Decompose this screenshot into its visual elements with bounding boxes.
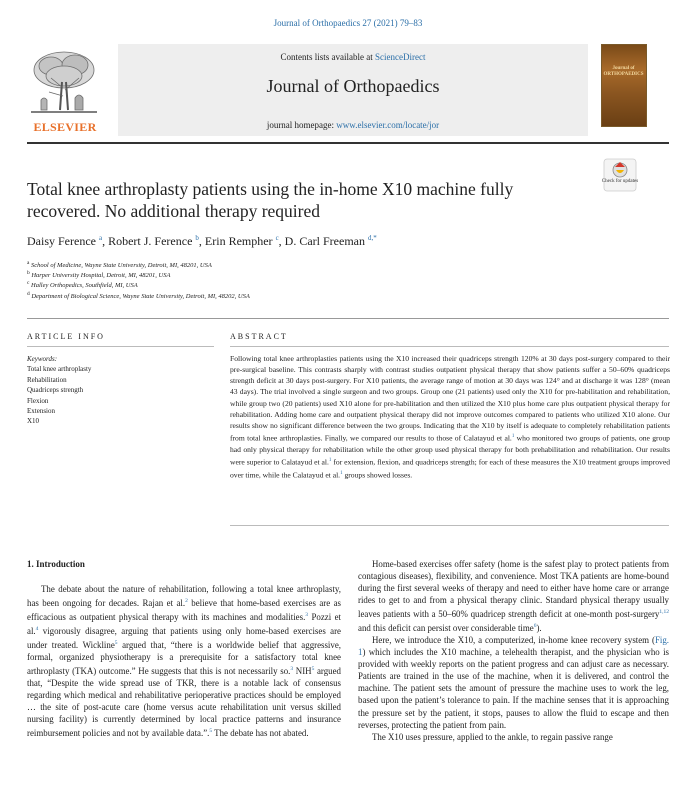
reference-link[interactable]: 1,12 bbox=[659, 609, 669, 616]
affil-mark: d bbox=[27, 291, 30, 297]
journal-homepage-link[interactable]: www.elsevier.com/locate/jor bbox=[336, 120, 440, 130]
sciencedirect-link[interactable]: ScienceDirect bbox=[375, 52, 426, 62]
keyword: X10 bbox=[27, 417, 40, 426]
affiliation bbox=[27, 270, 527, 279]
section-heading-introduction: 1. Introduction bbox=[27, 559, 85, 569]
abstract-segment: who monitored two groups of patients, one group had only physical therapy for rehabilitation while the other group used physical therapy for both prehabilitation and rehabilitation. Our results were superior to Calatayud et al. bbox=[230, 433, 670, 467]
header-divider bbox=[27, 142, 669, 144]
body-paragraph bbox=[358, 558, 669, 634]
author-affil-mark[interactable]: b bbox=[195, 234, 199, 242]
abstract-segment: Following total knee arthroplasties patients using the X10 increased their quadriceps strength 120% at 30 days post-surgery compared to their pre-surgical baseline. This contrasts sharply with contrast studies outpatient physical therapy that show patients suffer a 50–60% quadriceps strength deficit at 30 days post-surgery. For X10 patients, the average range of motion at 30 days was 124° and at discharge it was 128° (mean 43 days). The trial involved a single surgeon and two groups. Group one (21 patients) used only the X10 for pre-habilitation and rehabilitation, while group two (20 patients) used X10 alone for pre-habilitation and then utilized the X10 plus home care plus outpatient physical therapy for rehabilitation. Adding home care and outpatient physical therapy did not improve outcomes compared to patients who utilized X10 alone. Our results show no significant difference between the two groups. Indicating that the X10 by itself is adequate to completely rehabilitation patients from total knee arthroplasties. Finally, we compared our results to those of Calatayud et al. bbox=[230, 354, 670, 443]
keyword: Quadriceps strength bbox=[27, 386, 84, 395]
text-run: and this deficit can persist over considerable time bbox=[358, 623, 534, 634]
text-run: vigorously disagree, arguing that patients using only home-based exercises are under treated. Wickline bbox=[27, 626, 341, 651]
reference-link[interactable]: 5 bbox=[209, 728, 213, 735]
keyword: Flexion bbox=[27, 396, 49, 405]
text-run: argued that, “there is a worldwide belief that aggressive, formal, organized physiotherapy is a prerequisite for a satisfactory total knee arthroplasty (TKA) outcome.” He suggests that this is not necessarily so. bbox=[27, 640, 341, 677]
text-run: ). bbox=[536, 623, 542, 634]
reference-link[interactable]: 3 bbox=[290, 666, 294, 673]
affil-text: Department of Biological Science, Wayne State University, Detroit, MI, 48202, USA bbox=[31, 293, 250, 301]
reference-link[interactable]: 1 bbox=[340, 470, 343, 476]
abstract-bottom-divider bbox=[230, 525, 669, 526]
contents-prefix: Contents lists available at bbox=[280, 52, 375, 62]
text-run: argued that, “Despite the wide spread use of TKR, there is a notable lack of consensus regarding which medical and rehabilitative perioperative practices should be employed … the site of post-acute care (home versus acute rehabilitation unit versus skilled nursing facility) is currently determined by local practice patterns and insurance reimbursement policies and not by available data.”. bbox=[27, 666, 341, 739]
text-run: The debate has not abated. bbox=[212, 728, 309, 739]
journal-title[interactable]: Journal of Orthopaedics bbox=[266, 76, 440, 96]
homepage-prefix: journal homepage: bbox=[266, 120, 337, 130]
journal-cover-title: Journal of ORTHOPAEDICS bbox=[603, 66, 644, 77]
elsevier-tree-logo-icon[interactable] bbox=[27, 48, 101, 120]
affil-text: Harper University Hospital, Detroit, MI, 48201, USA bbox=[31, 272, 171, 280]
affil-mark: a bbox=[27, 260, 30, 266]
text-run: Pozzi et al. bbox=[27, 612, 342, 637]
figure-link[interactable]: Fig. 1 bbox=[358, 635, 669, 658]
author-affil-mark[interactable]: a bbox=[98, 234, 103, 242]
article-info-divider bbox=[27, 346, 214, 347]
text-run: ) which includes the X10 machine, a telehealth therapist, and the physician who is provided with weekly reports on the patient progress and can adjust care as necessary. Patients are trained in the use of the machine, when it is delivered, and control the machine. The patient sets the amount of pressure the machine uses to work the leg, based upon the patient’s tolerance to pain. If the machine senses that it is approaching the pressure set by the patient, it stops, pauses to allow the fluid to escape and then reverses, protecting the patient from pain. bbox=[358, 647, 669, 730]
text-run: The X10 uses pressure, applied to the ankle, to regain passive range bbox=[372, 731, 613, 742]
check-for-updates-icon[interactable] bbox=[603, 158, 637, 192]
author-affil-mark[interactable]: d,* bbox=[367, 234, 377, 242]
body-paragraph bbox=[358, 731, 669, 743]
body-paragraph bbox=[27, 583, 341, 739]
affiliation bbox=[27, 280, 527, 289]
abstract-text bbox=[230, 353, 670, 480]
abstract-segment: groups showed losses. bbox=[342, 470, 413, 480]
reference-link[interactable]: 1 bbox=[328, 457, 332, 463]
affil-text: Halley Orthopedics, Southfield, MI, USA bbox=[31, 282, 138, 290]
reference-link[interactable]: 4 bbox=[35, 626, 39, 633]
abstract-divider bbox=[230, 346, 669, 347]
text-run: Home-based exercises offer safety (home is the safest play to protect patients from contagious diseases), flexibility, and convenience. Most TKA patients are home-bound during the first several weeks of therapy and need to either have home care or arrange rides to get to and from a physical therapy clinic. Standard physical therapy usually leaves patients with a 50–60% quadricep strength deficit at one-month post-surgery bbox=[358, 559, 669, 620]
journal-cover-thumbnail[interactable] bbox=[601, 44, 647, 127]
author-name[interactable]: Daisy Ference bbox=[27, 234, 96, 248]
affil-mark: c bbox=[27, 280, 30, 286]
keywords-label: Keywords: bbox=[27, 355, 58, 363]
text-run: NIH bbox=[293, 666, 312, 677]
text-run: Here, we introduce the X10, a computerized, in-home knee recovery system ( bbox=[372, 635, 655, 646]
abstract-segment: for extension, flexion, and quadriceps strength; for each of these measures the X10 treatment groups improved over time, while the Calatayud et al. bbox=[230, 457, 670, 480]
reference-link[interactable]: 6 bbox=[533, 623, 537, 630]
body-column-right bbox=[358, 558, 669, 743]
author-name[interactable]: D. Carl Freeman bbox=[284, 234, 365, 248]
author-name[interactable]: Erin Rempher bbox=[204, 234, 273, 248]
reference-link[interactable]: 2 bbox=[185, 598, 188, 605]
article-info-heading: ARTICLE INFO bbox=[27, 332, 105, 341]
text-run: The debate about the nature of rehabilitation, following a total knee arthroplasty, has been ongoing for decades. Rajan et al. bbox=[27, 584, 341, 609]
body-column-left bbox=[27, 583, 341, 739]
journal-citation[interactable]: Journal of Orthopaedics 27 (2021) 79–83 bbox=[273, 18, 423, 28]
keyword: Total knee arthroplasty bbox=[27, 365, 92, 374]
check-for-updates-label[interactable]: Check for updates bbox=[601, 179, 639, 184]
affil-text: School of Medicine, Wayne State University, Detroit, MI, 48201, USA bbox=[31, 262, 212, 270]
contents-available-line bbox=[118, 52, 588, 62]
elsevier-wordmark[interactable]: ELSEVIER bbox=[33, 120, 97, 134]
article-title: Total knee arthroplasty patients using the in-home X10 machine fully recovered. No additional therapy required bbox=[27, 179, 514, 221]
keywords-list bbox=[27, 354, 207, 427]
journal-homepage-line bbox=[118, 120, 588, 130]
affiliation bbox=[27, 260, 527, 269]
reference-link[interactable]: 1 bbox=[511, 434, 515, 440]
abstract-heading: ABSTRACT bbox=[230, 332, 288, 341]
keyword: Rehabilitation bbox=[27, 375, 67, 384]
author-affil-mark[interactable]: c bbox=[275, 234, 279, 242]
text-run: believe that home-based exercises are as efficacious as outpatient physical therapy with its machines and modalities. bbox=[27, 598, 342, 623]
keyword: Extension bbox=[27, 407, 55, 416]
body-paragraph bbox=[358, 634, 669, 730]
reference-link[interactable]: 3 bbox=[305, 612, 309, 619]
reference-link[interactable]: 5 bbox=[311, 666, 315, 673]
author-name[interactable]: Robert J. Ference bbox=[108, 234, 193, 248]
affiliation bbox=[27, 291, 527, 300]
reference-link[interactable]: 5 bbox=[114, 640, 118, 647]
section-divider bbox=[27, 318, 669, 319]
author-list: Daisy Ference $^a$, Robert J. Ference $^b$, Erin Rempher $^c$, D. Carl Freeman $^{d,*}$ bbox=[27, 234, 377, 248]
affil-mark: b bbox=[27, 270, 30, 276]
